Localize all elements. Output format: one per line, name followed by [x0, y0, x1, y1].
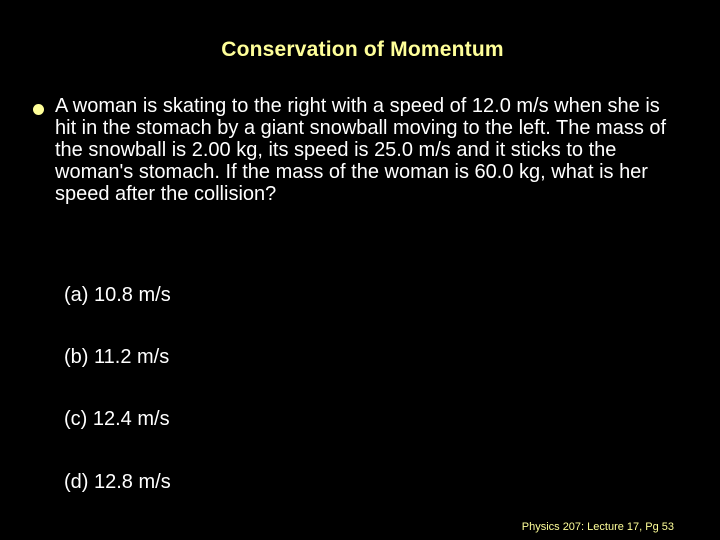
- option-d: (d) 12.8 m/s: [64, 471, 171, 493]
- question-text: A woman is skating to the right with a speed of 12.0 m/s when she is hit in the stomach by a giant snowball moving to the left. The mass of the snowball is 2.00 kg, its speed is 25.0 m/s and it sticks to the woman's stomach. If the mass of the woman is 60.0 kg, what is her speed after the collision?: [55, 95, 667, 205]
- slide-title: Conservation of Momentum: [221, 38, 504, 61]
- option-c: (c) 12.4 m/s: [64, 408, 170, 430]
- option-a: (a) 10.8 m/s: [64, 284, 171, 306]
- option-b: (b) 11.2 m/s: [64, 346, 170, 368]
- slide-footer: Physics 207: Lecture 17, Pg 53: [521, 521, 674, 533]
- bullet-dot-icon: [33, 104, 44, 115]
